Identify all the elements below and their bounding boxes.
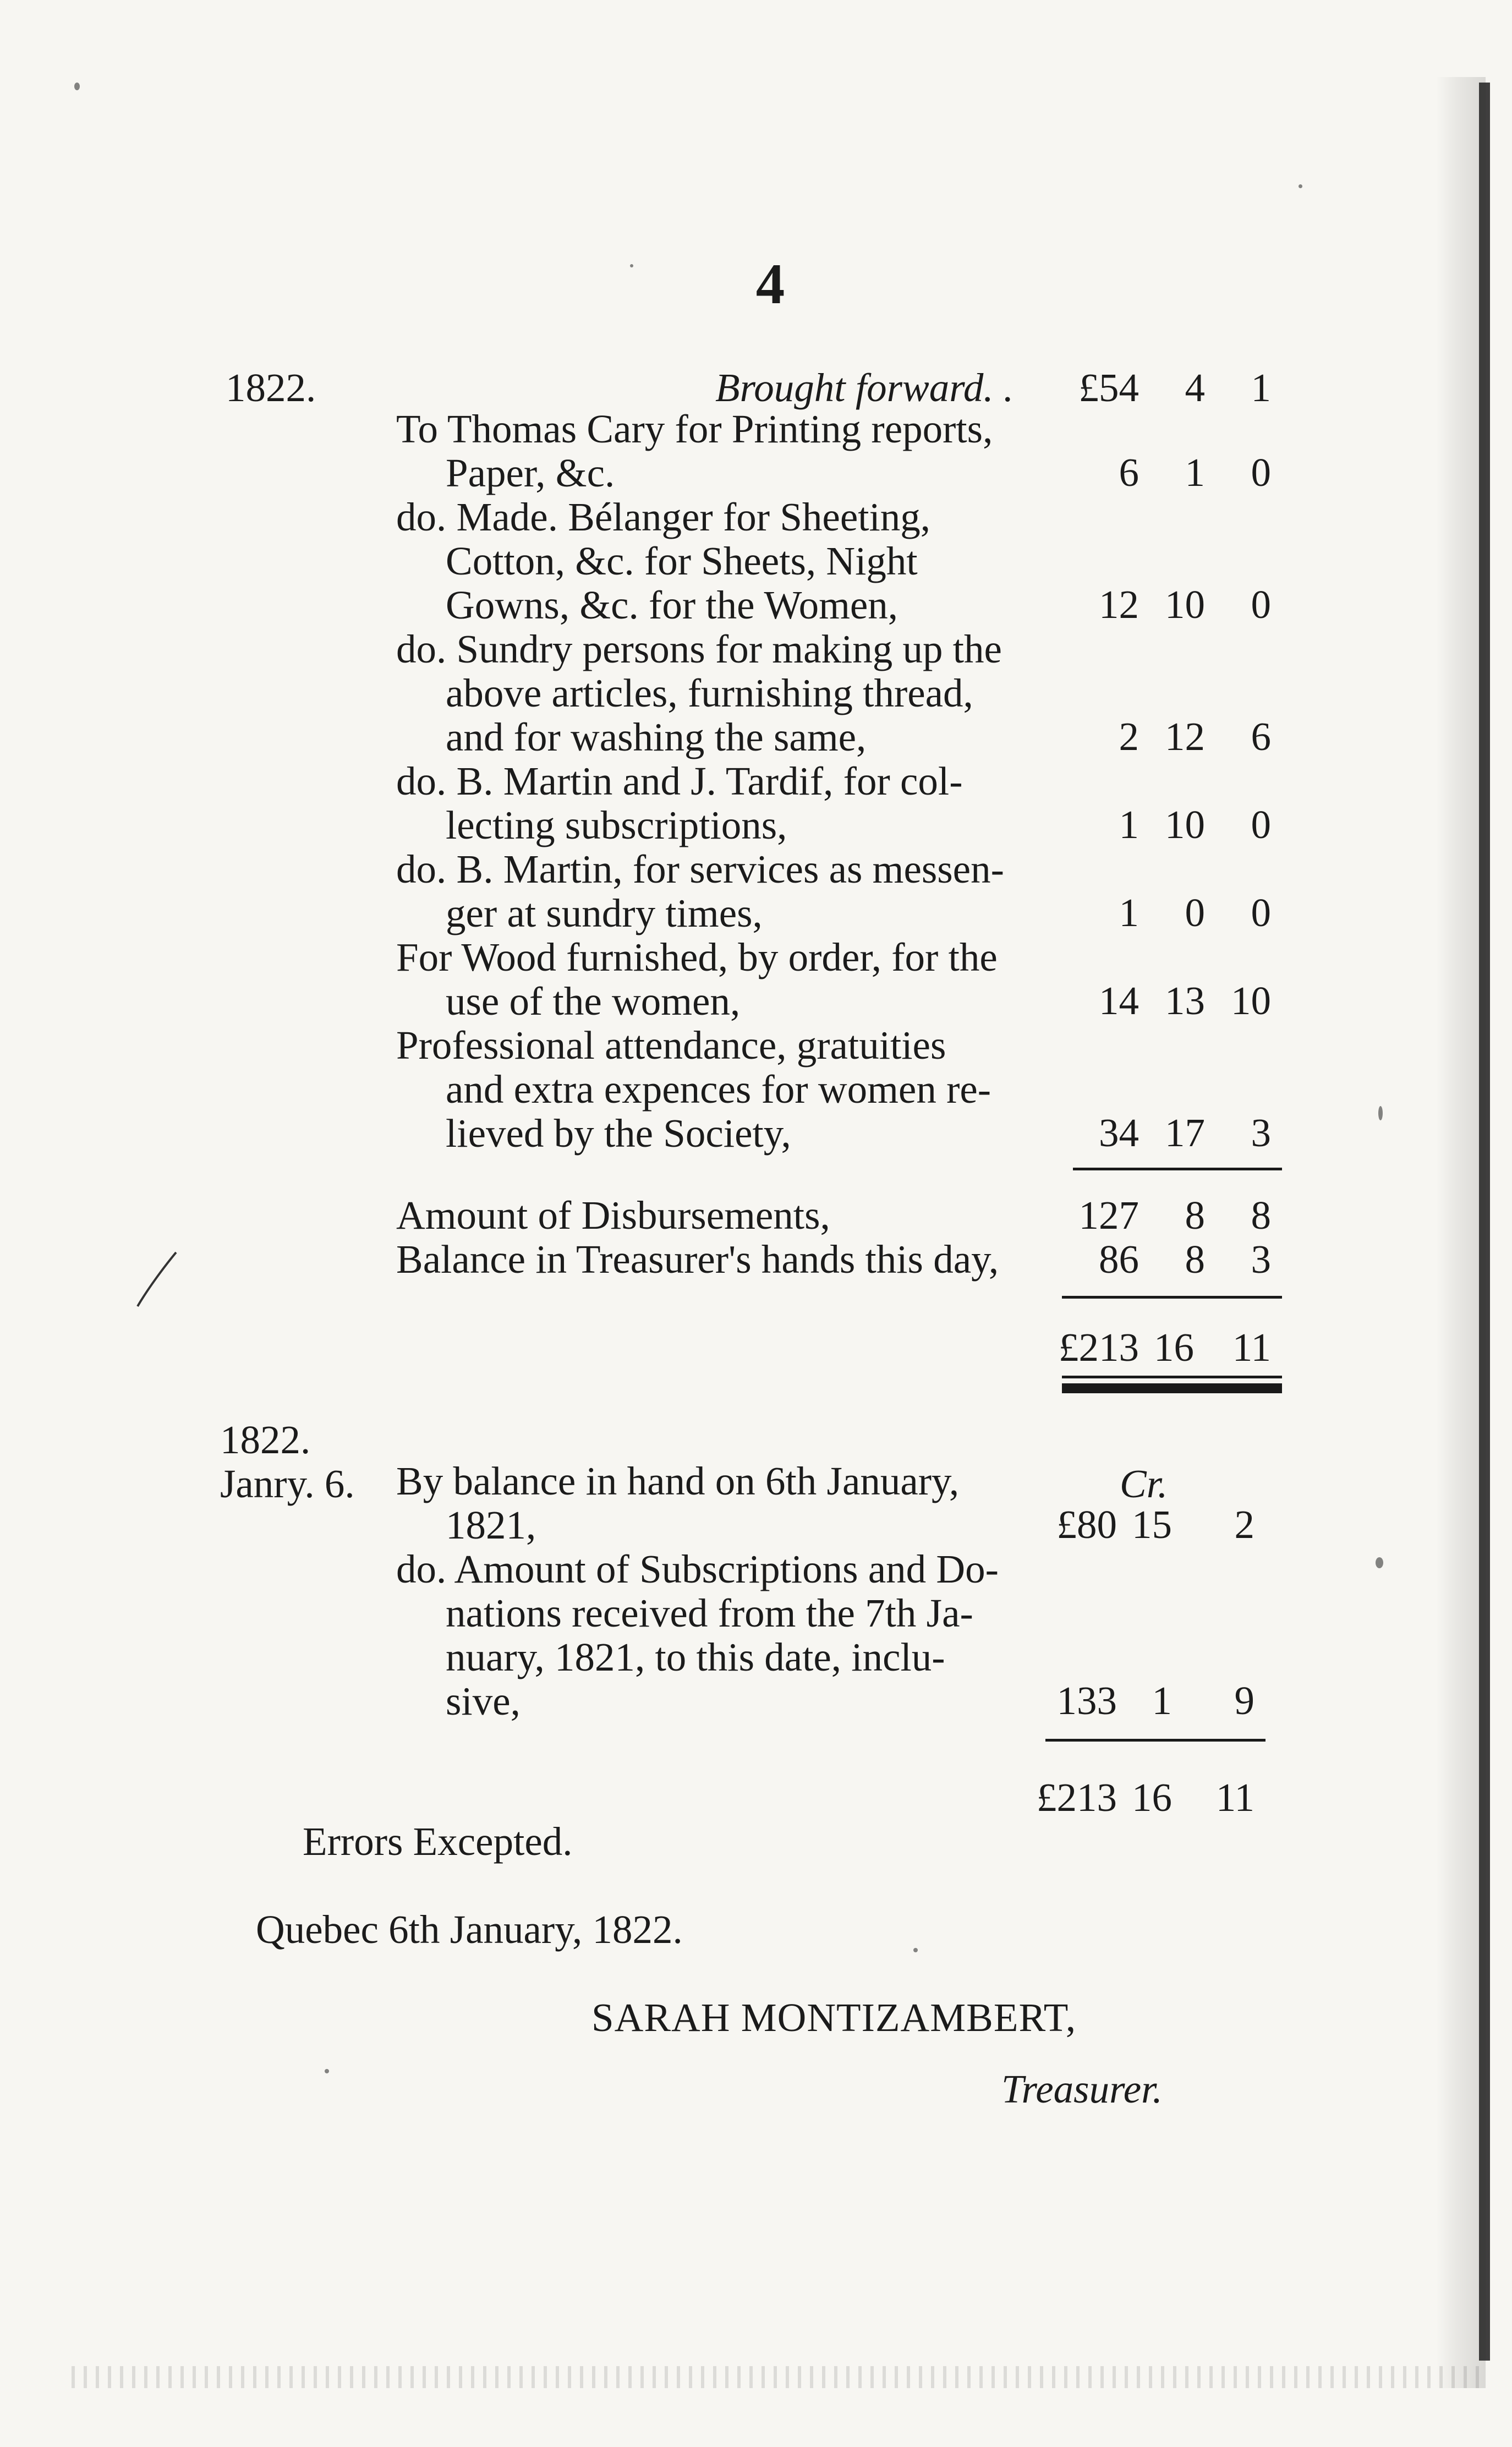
- entry-line: nuary, 1821, to this date, inclu-: [446, 1635, 945, 1679]
- amount-pounds: 133: [1056, 1678, 1117, 1723]
- amount-shillings: 0: [1185, 890, 1205, 935]
- entry-line: do. B. Martin and J. Tardif, for col-: [396, 759, 963, 803]
- ink-speck: [1376, 1557, 1383, 1568]
- entry-description: [396, 1023, 991, 1156]
- entry-line: By balance in hand on 6th January,: [396, 1459, 960, 1503]
- ink-speck: [630, 264, 633, 267]
- page-edge-bar: [1479, 83, 1490, 2361]
- amount-pence: 2: [1234, 1502, 1254, 1547]
- amount-shillings: 8: [1185, 1193, 1205, 1238]
- entry-line: do. B. Martin, for services as messen-: [396, 847, 1004, 891]
- entry-description: [396, 1547, 999, 1723]
- total-pence: 11: [1232, 1325, 1271, 1370]
- amount-pence: 6: [1251, 714, 1271, 759]
- ink-speck: [1378, 1106, 1383, 1120]
- entry-description: [396, 935, 998, 1023]
- ink-speck: [913, 1948, 918, 1952]
- double-rule-bottom: [1062, 1383, 1282, 1393]
- amount-pence: 1: [1251, 365, 1271, 410]
- amount-pence: 3: [1251, 1237, 1271, 1282]
- entry-line: do. Made. Bélanger for Sheeting,: [396, 495, 931, 539]
- ink-speck: [1299, 184, 1302, 188]
- amount-pounds: 14: [1099, 978, 1139, 1023]
- entry-line: Professional attendance, gratuities: [396, 1023, 946, 1068]
- amount-shillings: 1: [1185, 450, 1205, 495]
- disbursements-label: Amount of Disbursements,: [396, 1193, 830, 1238]
- debit-year: 1822.: [226, 365, 316, 410]
- amount-pence: 0: [1251, 802, 1271, 847]
- total-pounds: £213: [1037, 1775, 1117, 1820]
- entry-line: do. Sundry persons for making up the: [396, 627, 1002, 671]
- entry-description: [396, 1459, 959, 1547]
- ink-speck: [325, 2069, 329, 2073]
- amount-pounds: 2: [1119, 714, 1139, 759]
- page-number: 4: [755, 251, 785, 316]
- amount-shillings: 12: [1165, 714, 1205, 759]
- errors-excepted: Errors Excepted.: [303, 1819, 573, 1864]
- total-pounds: £213: [1059, 1325, 1139, 1370]
- amount-pounds: 34: [1099, 1110, 1139, 1155]
- ink-speck: [74, 83, 80, 90]
- credit-label: Cr.: [1120, 1461, 1168, 1506]
- entry-line: 1821,: [446, 1503, 536, 1547]
- entry-description: [396, 847, 1004, 935]
- sum-rule: [1045, 1739, 1266, 1742]
- amount-pounds: 1: [1119, 890, 1139, 935]
- entry-line: ger at sundry times,: [446, 891, 763, 935]
- amount-pence: 8: [1251, 1193, 1271, 1238]
- credit-date: Janry. 6.: [220, 1461, 355, 1506]
- entry-line: do. Amount of Subscriptions and Do-: [396, 1547, 999, 1591]
- entry-description: [396, 495, 930, 627]
- double-rule-top: [1062, 1376, 1282, 1378]
- amount-pounds: 6: [1119, 450, 1139, 495]
- amount-pence: 10: [1231, 978, 1271, 1023]
- entry-line: Gowns, &c. for the Women,: [446, 583, 898, 627]
- entry-description: [396, 627, 1002, 759]
- balance-label: Balance in Treasurer's hands this day,: [396, 1237, 999, 1282]
- entry-line: use of the women,: [446, 979, 741, 1023]
- entry-line: To Thomas Cary for Printing reports,: [396, 407, 993, 451]
- sum-rule: [1073, 1168, 1282, 1170]
- amount-shillings: 10: [1165, 582, 1205, 627]
- pen-stroke-mark: [132, 1249, 182, 1310]
- amount-pence: 3: [1251, 1110, 1271, 1155]
- entry-line: above articles, furnishing thread,: [446, 671, 973, 715]
- entry-line: lieved by the Society,: [446, 1111, 791, 1156]
- amount-pence: 0: [1251, 450, 1271, 495]
- entry-line: and for washing the same,: [446, 715, 867, 759]
- page-spine-shadow: [1436, 77, 1486, 2388]
- amount-shillings: 10: [1165, 802, 1205, 847]
- brought-forward-label: Brought forward. .: [715, 365, 1014, 410]
- total-shillings: 16: [1132, 1775, 1172, 1820]
- amount-pence: 0: [1251, 890, 1271, 935]
- amount-pounds: 12: [1099, 582, 1139, 627]
- entry-line: nations received from the 7th Ja-: [446, 1591, 973, 1635]
- bottom-edge-smudge: [72, 2366, 1480, 2388]
- place-date: Quebec 6th January, 1822.: [256, 1907, 683, 1952]
- signatory-title: Treasurer.: [1001, 2067, 1163, 2111]
- amount-shillings: 4: [1185, 365, 1205, 410]
- amount-shillings: 8: [1185, 1237, 1205, 1282]
- entry-line: Cotton, &c. for Sheets, Night: [446, 539, 918, 583]
- total-shillings: 16: [1154, 1325, 1194, 1370]
- entry-line: and extra expences for women re-: [446, 1067, 991, 1112]
- amount-pounds: £54: [1078, 365, 1139, 410]
- entry-line: For Wood furnished, by order, for the: [396, 935, 998, 979]
- entry-description: [396, 759, 963, 847]
- entry-line: lecting subscriptions,: [446, 803, 787, 847]
- entry-line: sive,: [446, 1679, 521, 1723]
- amount-shillings: 15: [1132, 1502, 1172, 1547]
- credit-year: 1822.: [220, 1417, 311, 1462]
- signatory-name: SARAH MONTIZAMBERT,: [591, 1995, 1077, 2040]
- entry-line: Paper, &c.: [446, 451, 615, 495]
- amount-shillings: 13: [1165, 978, 1205, 1023]
- amount-pence: 9: [1234, 1678, 1254, 1723]
- amount-shillings: 17: [1165, 1110, 1205, 1155]
- amount-pounds: 1: [1119, 802, 1139, 847]
- sum-rule: [1062, 1296, 1282, 1299]
- entry-description: [396, 407, 993, 495]
- amount-pounds: £80: [1056, 1502, 1117, 1547]
- amount-pounds: 127: [1078, 1193, 1139, 1238]
- total-pence: 11: [1215, 1775, 1254, 1820]
- amount-pence: 0: [1251, 582, 1271, 627]
- amount-shillings: 1: [1152, 1678, 1172, 1723]
- amount-pounds: 86: [1099, 1237, 1139, 1282]
